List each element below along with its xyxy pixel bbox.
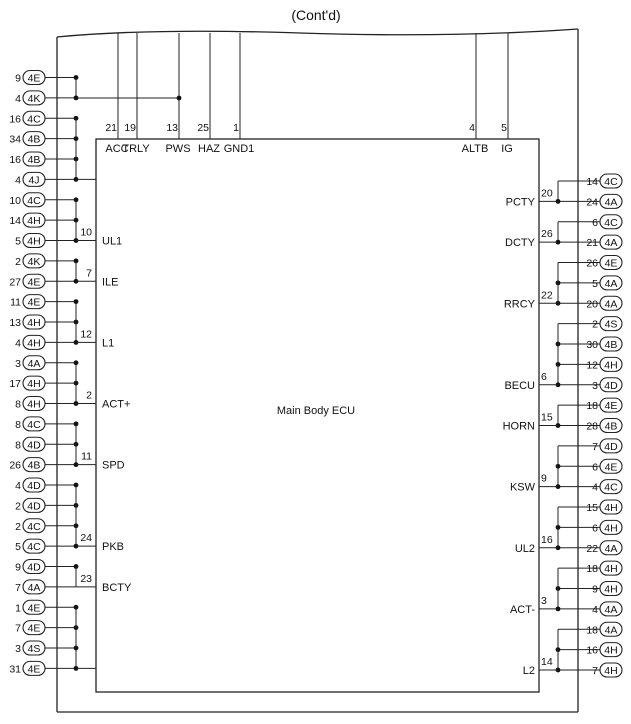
right-pin-number: 14 <box>586 176 598 188</box>
right-connector-pill-label: 4E <box>604 400 618 413</box>
ecu-pin-label: ACT- <box>509 603 535 616</box>
left-pin-number: 16 <box>9 154 21 166</box>
left-connector-pill-label: 4D <box>27 439 41 452</box>
right-pin-number: 4 <box>592 603 598 616</box>
left-connector-pill-label: 4A <box>27 581 41 594</box>
left-pin-number: 17 <box>9 378 21 391</box>
left-connector-pill-label: 4E <box>27 663 41 676</box>
left-connector-pill-label: 4B <box>27 459 41 472</box>
ecu-pin-number: 15 <box>541 411 553 424</box>
right-pin-number: 2 <box>592 318 598 331</box>
left-connector-pill-label: 4C <box>27 541 41 554</box>
right-connector-pill-label: 4B <box>604 339 618 351</box>
right-connector-pill-label: 4A <box>604 624 618 637</box>
right-pin-number: 22 <box>586 542 598 555</box>
ecu-pin-label: KSW <box>509 481 535 494</box>
right-pin-number: 21 <box>586 237 598 250</box>
ecu-pin-number: 24 <box>80 532 92 545</box>
ecu-pin-number: 7 <box>86 267 92 280</box>
left-connector-pill-label: 4E <box>27 602 41 615</box>
left-connector-group <box>9 254 118 288</box>
left-connector-group <box>9 356 130 411</box>
ecu-pin-number: 23 <box>80 572 92 585</box>
right-connector-pill-label: 4A <box>604 603 618 616</box>
left-connector-pill-label: 4K <box>27 92 41 105</box>
left-connector-pill-label: 4E <box>27 276 41 289</box>
left-connector-pill-label: 4C <box>27 418 41 431</box>
sheet-top-edge <box>57 29 578 37</box>
left-pin-number: 8 <box>15 418 21 431</box>
left-pin-number: 8 <box>15 398 21 411</box>
left-pin-number: 7 <box>15 622 21 635</box>
top-pin <box>224 33 255 155</box>
left-connector-group <box>15 560 132 594</box>
ecu-pin-label: DCTY <box>505 237 535 250</box>
top-pin-label: GND1 <box>223 143 255 155</box>
left-pin-number: 4 <box>15 480 21 492</box>
right-pin-number: 18 <box>586 624 598 637</box>
ecu-pin-label: ILE <box>102 276 119 289</box>
ecu-pin-label: PKB <box>102 541 125 554</box>
left-connector-pill-label: 4E <box>27 296 41 309</box>
left-connector-pill-label: 4C <box>27 194 41 207</box>
left-pin-number: 13 <box>9 317 21 329</box>
ecu-pin-label: L1 <box>102 337 115 350</box>
top-pin <box>105 33 128 155</box>
continued-header: (Cont'd) <box>291 7 341 23</box>
right-connector-group <box>506 174 622 208</box>
right-connector-group <box>510 439 622 494</box>
right-connector-group <box>504 317 622 392</box>
left-pin-number: 26 <box>9 459 21 472</box>
ecu-pin-number: 12 <box>80 328 92 341</box>
left-pin-number: 5 <box>15 541 21 554</box>
left-pin-number: 14 <box>9 215 21 228</box>
top-pin-number: 25 <box>197 122 209 134</box>
left-connector-pill-label: 4H <box>27 378 41 391</box>
ecu-pin-number: 3 <box>541 594 547 607</box>
ecu-pin-label: UL1 <box>102 235 123 248</box>
left-connector-pill-label: 4D <box>27 480 41 492</box>
right-pin-number: 12 <box>586 359 598 372</box>
ecu-pin-number: 10 <box>80 226 92 239</box>
ecu-pin-label: ACT+ <box>102 398 131 411</box>
left-connector-pill-label: 4K <box>27 255 41 268</box>
ecu-pin-label: PCTY <box>505 196 535 209</box>
left-pin-number: 10 <box>9 194 21 207</box>
left-pin-number: 1 <box>15 602 21 615</box>
top-pin-label: HAZ <box>198 143 220 155</box>
left-connector-pill-label: 4H <box>27 235 41 248</box>
left-connector-pill-label: 4D <box>27 500 41 513</box>
ecu-pin-number: 16 <box>541 533 553 546</box>
left-connector-pill-label: 4C <box>27 520 41 533</box>
left-pin-number: 3 <box>15 357 21 370</box>
right-pin-number: 20 <box>586 298 598 311</box>
top-pin <box>122 33 150 155</box>
right-connector-pill-label: 4A <box>604 542 618 555</box>
right-connector-group <box>505 215 622 249</box>
top-pin-label: ALTB <box>461 143 489 155</box>
right-connector-pill-label: 4H <box>604 502 618 514</box>
left-connector-group <box>9 193 122 248</box>
right-connector-pill-label: 4C <box>604 176 618 188</box>
right-pin-number: 30 <box>586 339 598 351</box>
top-pin <box>501 33 513 155</box>
top-pin-label: IG <box>501 143 513 155</box>
right-connector-pill-label: 4H <box>604 583 618 596</box>
left-pin-number: 9 <box>15 72 21 85</box>
right-pin-number: 6 <box>592 216 598 229</box>
right-connector-group <box>523 622 622 677</box>
right-connector-pill-label: 4H <box>604 644 618 657</box>
junction-dot <box>74 95 79 100</box>
top-pin <box>462 33 489 155</box>
left-connector-group <box>9 417 124 472</box>
right-connector-pill-label: 4H <box>604 522 618 535</box>
top-pin-label: ACC <box>105 143 129 155</box>
right-connector-pill-label: 4C <box>604 481 618 494</box>
right-pin-number: 6 <box>592 522 598 535</box>
right-pin-number: 24 <box>586 196 598 209</box>
left-connector-group <box>9 295 114 350</box>
right-connector-pill-label: 4S <box>604 318 618 331</box>
right-connector-pill-label: 4B <box>604 420 618 433</box>
right-connector-group <box>504 256 622 311</box>
left-pin-number: 11 <box>10 296 21 309</box>
top-pins <box>76 33 513 155</box>
right-connector-pill-label: 4C <box>604 216 618 229</box>
left-connector-pill-label: 4S <box>27 643 41 655</box>
left-connector-pill-label: 4E <box>27 622 41 635</box>
left-connector-pill-label: 4H <box>27 215 41 228</box>
left-connector-pill-label: 4A <box>27 357 41 370</box>
right-pin-number: 28 <box>586 420 598 433</box>
ecu-pin-label: HORN <box>502 420 535 433</box>
right-pin-number: 7 <box>592 440 598 453</box>
right-pin-number: 18 <box>586 563 598 576</box>
ecu-pin-number: 6 <box>541 370 547 383</box>
left-connector-group <box>9 111 96 186</box>
right-connector-pill-label: 4D <box>604 440 618 453</box>
top-pin-number: 4 <box>469 122 475 134</box>
right-pin-number: 3 <box>592 379 598 392</box>
right-connector-group <box>515 500 622 555</box>
left-pin-number: 34 <box>9 133 21 146</box>
left-connector-pill-label: 4B <box>27 154 41 166</box>
right-connector-pill-label: 4D <box>604 379 618 392</box>
left-connector-pill-label: 4H <box>27 317 41 329</box>
right-connector-pill-label: 4A <box>604 237 618 250</box>
left-pin-number: 3 <box>15 643 21 655</box>
top-pin-number: 1 <box>233 122 239 134</box>
ecu-pin-number: 20 <box>541 187 553 200</box>
right-pin-number: 9 <box>592 583 598 596</box>
left-pin-number: 5 <box>15 235 21 248</box>
left-pin-number: 8 <box>15 439 21 452</box>
right-connector-pill-label: 4A <box>604 196 618 209</box>
top-pin <box>165 33 190 155</box>
ecu-pin-number: 14 <box>541 656 553 668</box>
right-connectors <box>503 174 622 677</box>
top-pin-number: 5 <box>501 122 507 134</box>
left-pin-number: 4 <box>15 337 21 350</box>
ecu-pin-number: 2 <box>86 389 92 402</box>
ecu-pin-number: 22 <box>541 289 553 302</box>
left-pin-number: 31 <box>9 663 21 676</box>
top-pin-label: TRLY <box>122 143 150 155</box>
left-connector-pill-label: 4H <box>27 337 41 350</box>
left-pin-number: 2 <box>15 520 21 533</box>
right-connector-pill-label: 4H <box>604 665 618 677</box>
ecu-pin-label: L2 <box>522 665 535 677</box>
right-connector-pill-label: 4H <box>604 563 618 576</box>
right-pin-number: 6 <box>592 461 598 474</box>
top-pin-number: 21 <box>105 122 117 134</box>
ecu-pin-label: UL2 <box>514 542 535 555</box>
left-connector-pill-label: 4J <box>28 174 40 187</box>
left-connector-pill-label: 4E <box>27 72 41 85</box>
ecu-pin-label: RRCY <box>503 298 535 311</box>
right-connector-pill-label: 4A <box>604 298 618 311</box>
left-pin-number: 7 <box>15 581 21 594</box>
right-connector-pill-label: 4A <box>604 277 618 290</box>
left-connectors <box>9 71 132 676</box>
left-connector-pill-label: 4B <box>27 133 41 146</box>
left-connector-pill-label: 4C <box>27 113 41 126</box>
ecu-pin-label: BCTY <box>102 581 132 594</box>
left-pin-number: 27 <box>9 276 21 289</box>
left-pin-number: 4 <box>15 92 21 105</box>
left-connector-group <box>15 71 78 105</box>
left-pin-number: 9 <box>15 561 21 574</box>
left-connector-group <box>15 478 124 553</box>
right-connector-pill-label: 4H <box>604 359 618 372</box>
top-pin-label: PWS <box>165 143 191 155</box>
top-pin-number: 19 <box>124 122 136 134</box>
right-pin-number: 4 <box>592 481 598 494</box>
top-pin <box>197 33 220 155</box>
right-pin-number: 16 <box>586 644 598 657</box>
right-pin-number: 18 <box>586 400 598 413</box>
right-connector-group <box>510 561 622 616</box>
ecu-pin-label: BECU <box>504 379 535 392</box>
ecu-pin-label: SPD <box>102 459 125 472</box>
right-pin-number: 26 <box>586 257 598 270</box>
right-connector-group <box>503 398 622 432</box>
right-pin-number: 15 <box>586 502 598 514</box>
right-connector-pill-label: 4E <box>604 461 618 474</box>
right-connector-pill-label: 4E <box>604 257 618 270</box>
top-pin-number: 13 <box>166 122 178 134</box>
junction-dot <box>177 96 182 101</box>
ecu-pin-number: 26 <box>541 228 553 241</box>
ecu-pin-number: 11 <box>81 450 92 463</box>
left-pin-number: 4 <box>15 174 21 187</box>
left-connector-pill-label: 4D <box>27 561 41 574</box>
left-pin-number: 16 <box>9 113 21 126</box>
ecu-label: Main Body ECU <box>276 405 356 417</box>
left-pin-number: 2 <box>15 500 21 513</box>
left-connector-group <box>9 600 96 675</box>
left-pin-number: 2 <box>15 255 21 268</box>
ecu-pin-number: 9 <box>541 472 547 485</box>
right-pin-number: 7 <box>592 665 598 677</box>
right-pin-number: 5 <box>592 277 598 290</box>
left-connector-pill-label: 4H <box>27 398 41 411</box>
